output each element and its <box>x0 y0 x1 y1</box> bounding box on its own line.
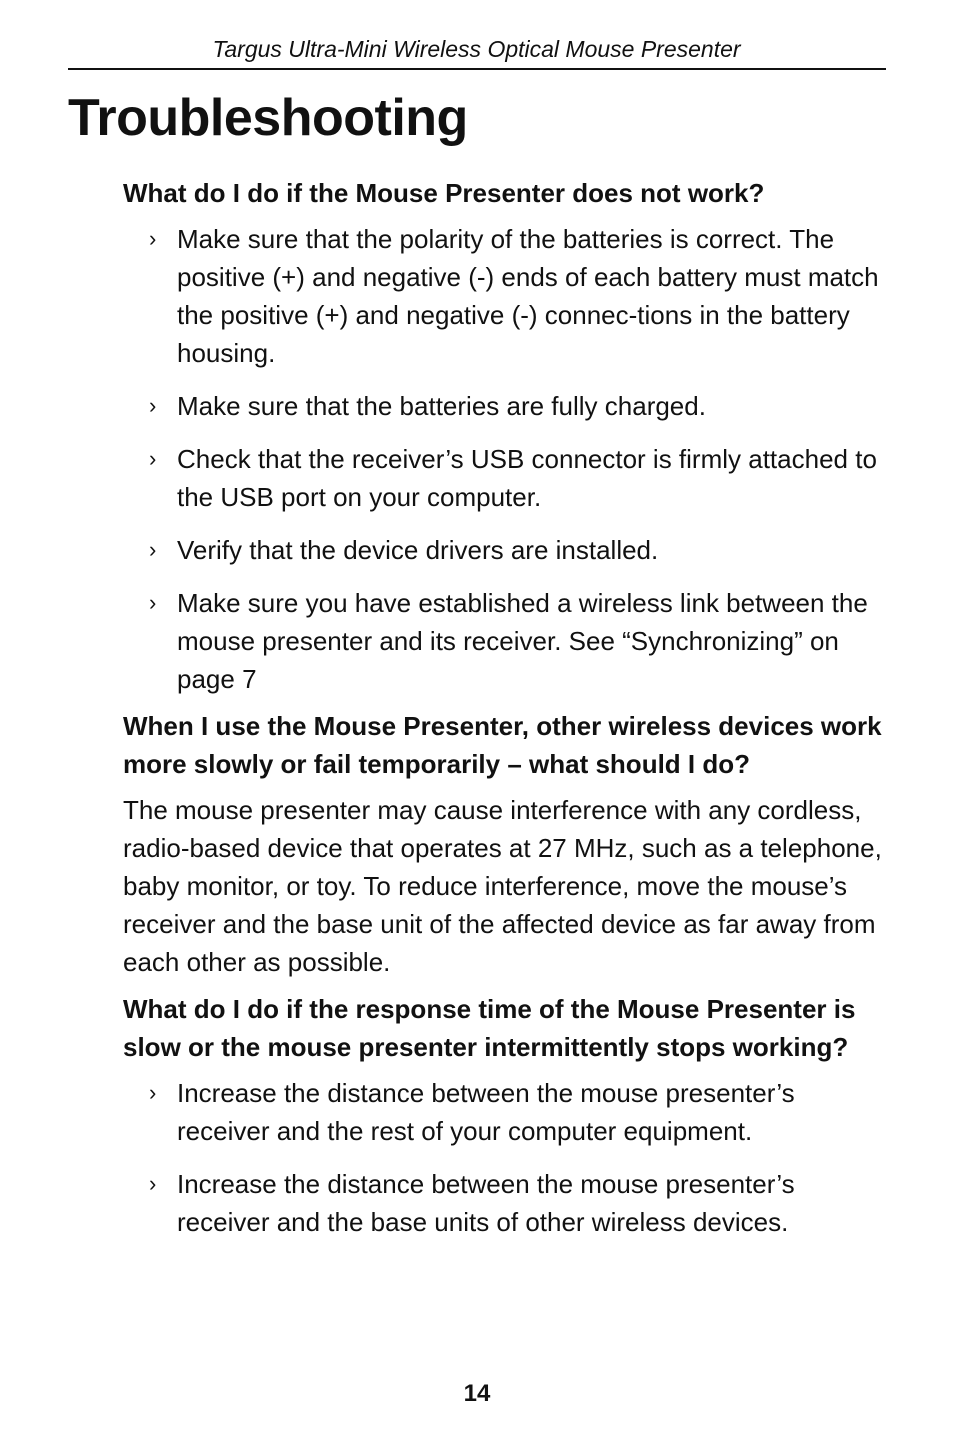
list-item-text: Make sure that the batteries are fully charged. <box>177 391 706 421</box>
chevron-right-icon: › <box>149 226 157 251</box>
list-item <box>123 584 893 698</box>
faq-question: When I use the Mouse Presenter, other wireless devices work more slowly or fail temporarily – what should I do? <box>123 711 882 779</box>
chevron-right-icon: › <box>149 1080 157 1105</box>
list-item <box>123 1074 893 1150</box>
list-item <box>123 440 893 516</box>
answer-list <box>123 220 893 698</box>
page-number: 14 <box>463 1380 491 1407</box>
list-item-text: Increase the distance between the mouse presenter’s receiver and the rest of your computer equipment. <box>177 1078 795 1146</box>
chevron-right-icon: › <box>149 393 157 418</box>
list-item-text: Make sure that the polarity of the batteries is correct. The positive (+) and negative (-) ends of each battery must match the positive (+) and negative (-) connec-tions in the battery housing. <box>177 224 879 368</box>
answer-list <box>123 1074 893 1241</box>
list-item-text: Increase the distance between the mouse presenter’s receiver and the base units of other wireless devices. <box>177 1169 795 1237</box>
running-header: Targus Ultra-Mini Wireless Optical Mouse Presenter <box>212 36 741 62</box>
faq-section <box>123 174 893 698</box>
chevron-right-icon: › <box>149 446 157 471</box>
chevron-right-icon: › <box>149 590 157 615</box>
page-title: Troubleshooting <box>68 89 468 147</box>
faq-answer-paragraph: The mouse presenter may cause interference with any cordless, radio-based device that operates at 27 MHz, such as a telephone, baby monitor, or toy. To reduce interference, move the mouse’s receiver and the base unit of the affected device as far away from each other as possible. <box>123 795 882 977</box>
list-item-text: Verify that the device drivers are installed. <box>177 535 659 565</box>
faq-question: What do I do if the Mouse Presenter does not work? <box>123 178 765 208</box>
faq-section <box>123 707 893 981</box>
list-item <box>123 220 893 372</box>
header-divider <box>68 68 886 70</box>
list-item <box>123 1165 893 1241</box>
chevron-right-icon: › <box>149 1171 157 1196</box>
faq-section <box>123 990 893 1241</box>
list-item-text: Check that the receiver’s USB connector is firmly attached to the USB port on your computer. <box>177 444 877 512</box>
list-item-text: Make sure you have established a wireless link between the mouse presenter and its receiver. See “Synchronizing” on page 7 <box>177 588 868 694</box>
list-item <box>123 387 893 425</box>
page-content <box>123 174 893 1250</box>
chevron-right-icon: › <box>149 537 157 562</box>
faq-question: What do I do if the response time of the Mouse Presenter is slow or the mouse presenter intermittently stops working? <box>123 994 856 1062</box>
list-item <box>123 531 893 569</box>
